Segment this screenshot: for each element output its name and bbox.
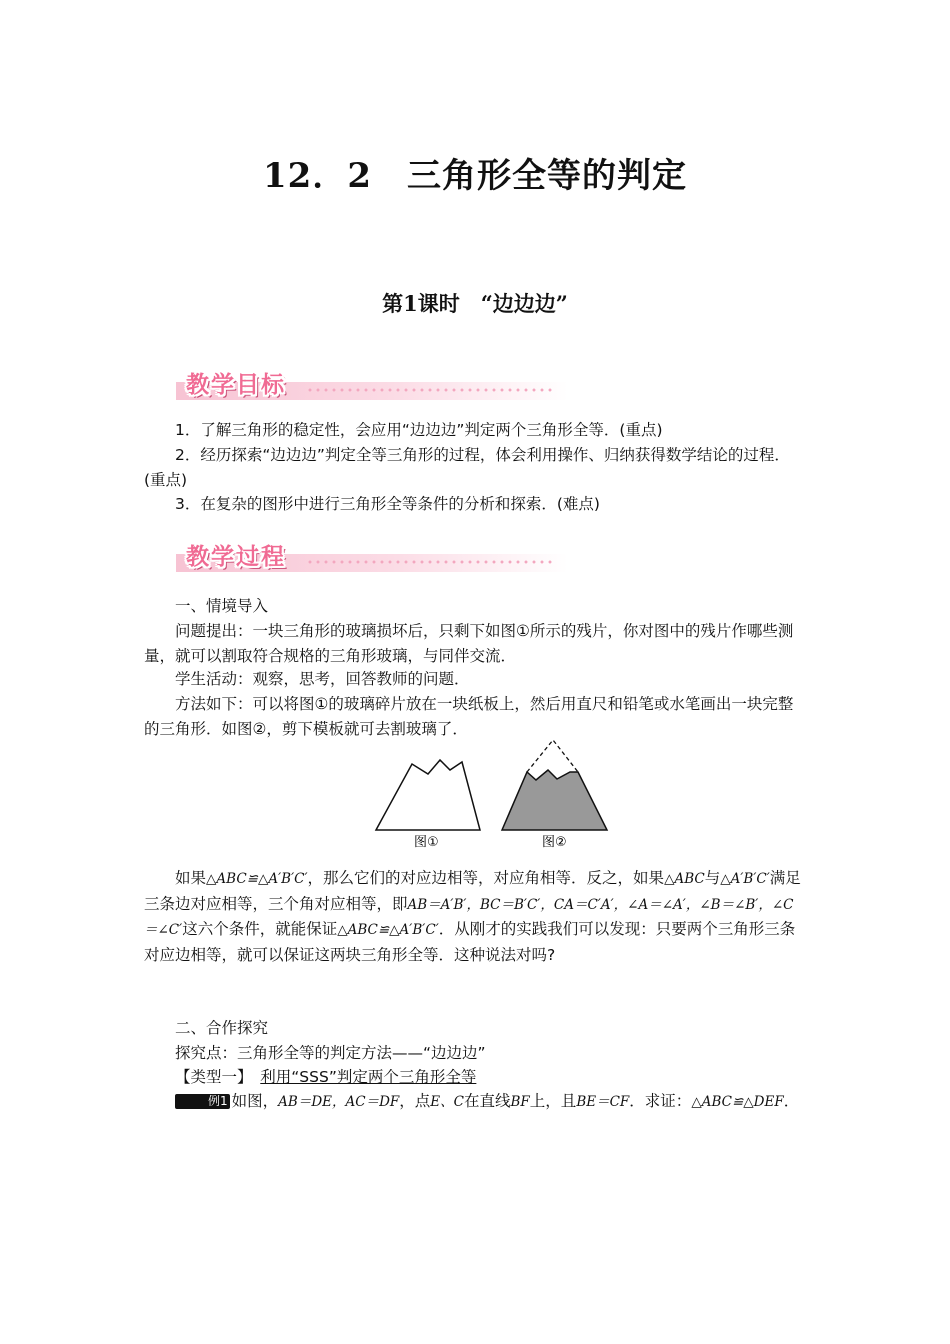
math-run: BE＝CF (576, 1094, 630, 1110)
math-run: △ABC≌△A′B′C′ (337, 922, 439, 938)
text-run: ，点 (399, 1092, 431, 1110)
figure-1-fragment (376, 760, 480, 830)
glass-figures (370, 736, 620, 852)
text-run: ． (783, 1092, 800, 1110)
goal-item: 2．经历探索“边边边”判定全等三角形的过程，体会利用操作、归纳获得数学结论的过程．(重点) (144, 446, 790, 489)
example-badge: 例1 (175, 1094, 230, 1109)
math-run: △ABC≌△A′B′C′ (206, 871, 308, 887)
text-run: 满足三条边对应相等，三个角对应相等，即 (144, 869, 801, 913)
fig1-caption: 图① (414, 835, 439, 850)
section-banner-goals (176, 370, 568, 402)
part1-heading: 一、情境导入 (175, 597, 269, 615)
math-run: AB＝A′B′，BC＝B′C′，CA＝C′A′，∠A＝∠A′，∠B＝∠B′，∠C＝∠C′ (144, 896, 794, 938)
page-title: 12．2 三角形全等的判定 (263, 156, 687, 196)
goal-item: 1．了解三角形的稳定性，会应用“边边边”判定两个三角形全等．(重点) (175, 421, 663, 439)
part2-point: 探究点：三角形全等的判定方法——“边边边” (175, 1044, 486, 1062)
text-run: ，那么它们的对应边相等，对应角相等．反之，如果 (307, 869, 665, 887)
text-run: ．从刚才的实践我们可以发现：只要两个三角形三条对应边相等，就可以保证这两块三角形全等．这种说法对吗? (144, 920, 796, 964)
text-run: 上，且 (529, 1092, 577, 1110)
banner-label: 教学过程 (186, 544, 286, 570)
text-run: 这六个条件，就能保证 (182, 920, 338, 938)
banner-label: 教学目标 (186, 372, 286, 398)
part2-type (144, 1065, 806, 1090)
example-1 (144, 1089, 806, 1115)
math-run: △ABC (664, 871, 705, 887)
text-run: 如果 (175, 869, 207, 887)
math-run: △ABC≌△DEF (691, 1094, 784, 1110)
fig2-caption: 图② (542, 835, 567, 850)
type-text: 利用“SSS”判定两个三角形全等 (260, 1068, 477, 1086)
figure-2-template (502, 740, 607, 830)
type-label: 【类型一】 (175, 1068, 245, 1086)
math-run: E、C (430, 1094, 464, 1110)
text-run: ．求证： (629, 1092, 692, 1110)
math-run: AB＝DE，AC＝DF (278, 1094, 400, 1110)
part1-discussion (144, 866, 806, 967)
math-run: BF (510, 1094, 530, 1110)
banner-dots (306, 558, 556, 568)
lesson-subtitle: 第1课时 “边边边” (382, 291, 568, 316)
banner-dots (306, 386, 556, 396)
text-run: 如图， (231, 1092, 279, 1110)
goal-item: 3．在复杂的图形中进行三角形全等条件的分析和探索．(难点) (175, 495, 600, 513)
section-banner-process (176, 542, 568, 574)
text-run: 与 (704, 869, 721, 887)
part1-method: 方法如下：可以将图①的玻璃碎片放在一块纸板上，然后用直尺和铅笔或水笔画出一块完整的三角形．如图②，剪下模板就可去割玻璃了． (144, 695, 794, 738)
text-run: 在直线 (463, 1092, 511, 1110)
part2-heading: 二、合作探究 (175, 1019, 269, 1037)
part1-activity: 学生活动：观察，思考，回答教师的问题． (175, 670, 470, 688)
part1-question: 问题提出：一块三角形的玻璃损坏后，只剩下如图①所示的残片，你对图中的残片作哪些测量，就可以割取符合规格的三角形玻璃，与同伴交流． (144, 622, 794, 665)
math-run: △A′B′C′ (720, 871, 770, 887)
